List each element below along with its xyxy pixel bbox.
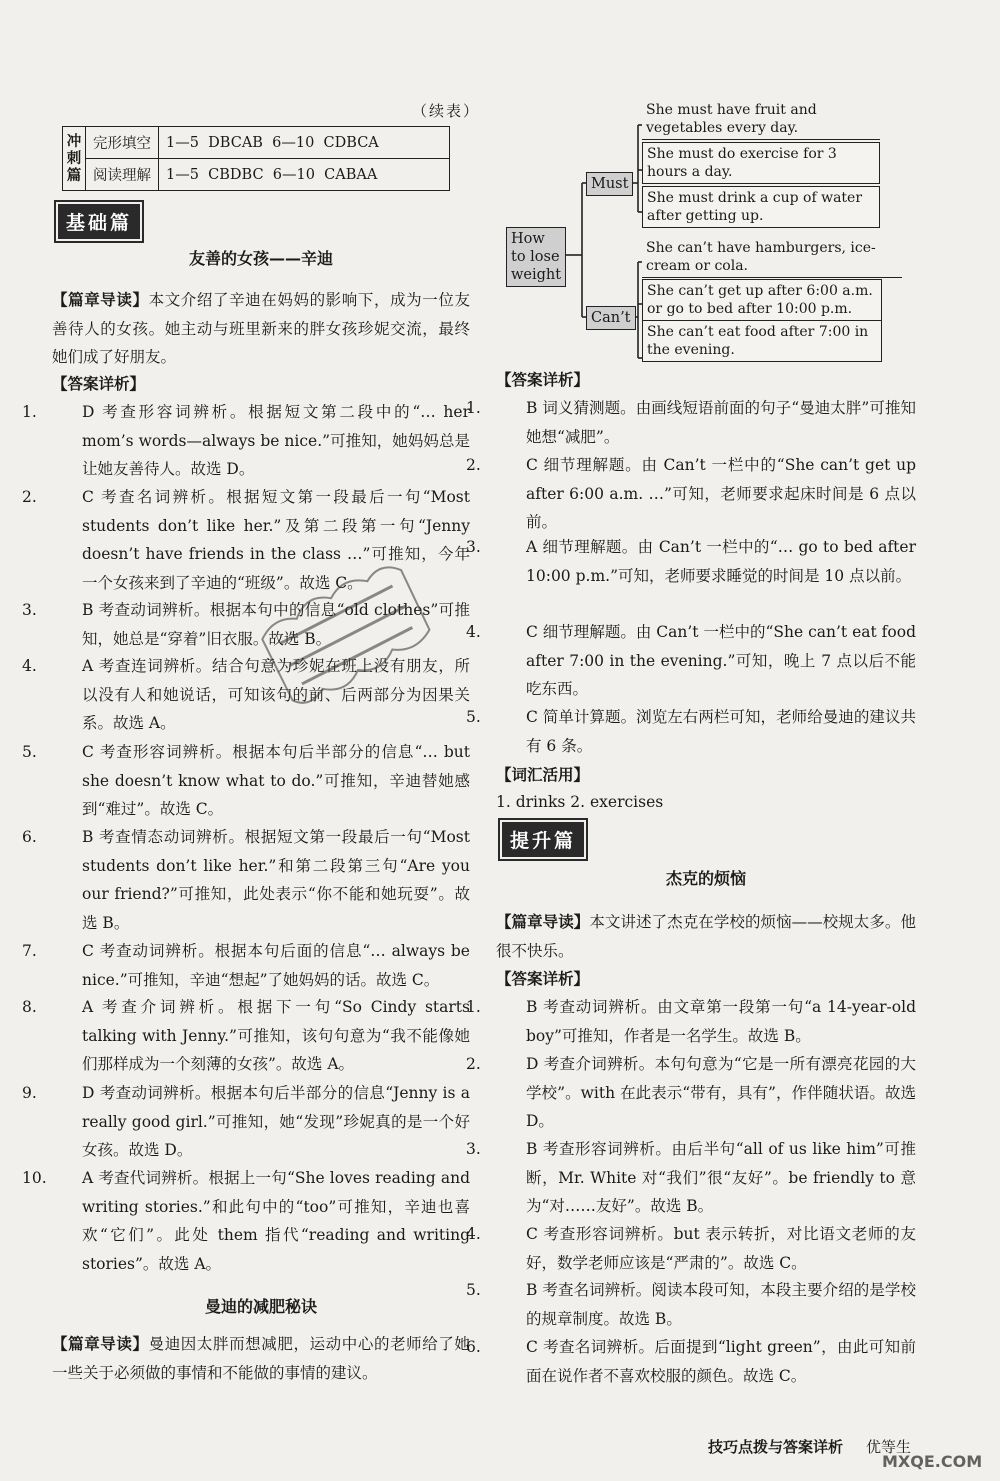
- list-item: 6. C 考查名词辨析。后面提到“light green”，由此可知前面在说作者不喜欢校服的颜色。故选 C。: [466, 1338, 916, 1385]
- mindmap-must: Must: [586, 172, 633, 196]
- section-tag-basic: 基础篇: [58, 204, 140, 239]
- table-row-answers: 1—5 DBCAB 6—10 CDBCA: [159, 127, 450, 159]
- footer-brand: 优等生: [866, 1438, 912, 1456]
- list-item: 3. B 考查动词辨析。根据本句中的信息“old clothes”可推知，她总是“穿着”旧衣服。故选 B。: [22, 601, 470, 648]
- stamp-mark: [250, 560, 440, 710]
- guide-label: 【篇章导读】: [52, 1334, 149, 1353]
- guide-text: 曼迪因太胖而想减肥，运动中心的老师给了她一些关于必须做的事情和不能做的事情的建议。: [52, 1335, 470, 1382]
- list-item: 5. B 考查名词辨析。阅读本段可知，本段主要介绍的是学校的规章制度。故选 B。: [466, 1281, 916, 1328]
- list-item: 3. B 考查形容词辨析。由后半句“all of us like him”可推断，Mr. White 对“我们”很“友好”。be friendly to 意为“对……友好”。故选 B。: [466, 1140, 916, 1215]
- list-item: 5. C 简单计算题。浏览左右两栏可知，老师给曼迪的建议共有 6 条。: [466, 708, 916, 755]
- section-label-cell: 冲刺篇: [63, 127, 86, 191]
- guide-text: 本文讲述了杰克在学校的烦恼——校规太多。他很不快乐。: [496, 913, 916, 960]
- guide-label: 【篇章导读】: [496, 912, 590, 931]
- answers-label: 【答案详析】: [496, 370, 590, 389]
- answers-label: 【答案详析】: [52, 374, 146, 393]
- article-guide: [52, 1330, 470, 1387]
- list-item: 2. D 考查介词辨析。本句句意为“它是一所有漂亮花园的大学校”。with 在此表示“带有，具有”，作伴随状语。故选 D。: [466, 1055, 916, 1130]
- vocab-label: 【词汇活用】: [496, 765, 590, 784]
- mindmap-leaf: She can’t get up after 6:00 a.m. or go to bed after 10:00 p.m.: [642, 279, 882, 321]
- mindmap-leaf: She must drink a cup of water after getting up.: [642, 186, 880, 228]
- mindmap-leaf: She can’t have hamburgers, ice-cream or cola.: [642, 237, 902, 278]
- guide-text: 本文介绍了辛迪在妈妈的影响下，成为一位友善待人的女孩。她主动与班里新来的胖女孩珍妮交流，最终她们成了好朋友。: [52, 291, 470, 366]
- article-title: 曼迪的减肥秘诀: [204, 1297, 317, 1316]
- mindmap-root: How to lose weight: [506, 227, 566, 287]
- continued-label: （续表）: [412, 102, 481, 120]
- table-row-label: 完形填空: [86, 127, 159, 159]
- article-guide: [496, 908, 916, 965]
- list-item: 1. B 考查动词辨析。由文章第一段第一句“a 14-year-old boy”可推知，作者是一名学生。故选 B。: [466, 998, 916, 1045]
- mindmap-leaf: She must do exercise for 3 hours a day.: [642, 142, 880, 184]
- list-item: 8. A 考查介词辨析。根据下一句“So Cindy starts talking with Jenny.”可推知，该句句意为“我不能像她们那样成为一个刻薄的女孩”。故选 A。: [22, 998, 470, 1073]
- list-item: 4. C 考查形容词辨析。but 表示转折，对比语文老师的友好，数学老师应该是“严肃的”。故选 C。: [466, 1225, 916, 1272]
- list-item: 10. A 考查代词辨析。根据上一句“She loves reading and writing stories.”和此句中的“too”可推知，辛迪也喜欢“它们”。此处 them 指代“reading and writing stories”。故选 A。: [22, 1169, 470, 1273]
- mindmap-leaf: She can’t eat food after 7:00 in the evening.: [642, 320, 882, 362]
- list-item: 2. C 细节理解题。由 Can’t 一栏中的“She can’t get up after 6:00 a.m. …”可知，老师要求起床时间是 6 点以前。: [466, 456, 916, 531]
- answers-label: 【答案详析】: [496, 969, 590, 988]
- section-tag-advanced: 提升篇: [502, 822, 584, 857]
- mindmap-cant: Can’t: [586, 306, 636, 330]
- table-row-answers: 1—5 CBDBC 6—10 CABAA: [159, 159, 450, 191]
- list-item: 4. A 考查连词辨析。结合句意为珍妮在班上没有朋友，所以没有人和她说话，可知该句的前、后两部分为因果关系。故选 A。: [22, 657, 470, 732]
- list-item: 1. D 考查形容词辨析。根据短文第二段中的“… her mom’s words—always be nice.”可推知，她妈妈总是让她友善待人。故选 D。: [22, 403, 470, 478]
- list-item: 7. C 考查动词辨析。根据本句后面的信息“… always be nice.”可推知，辛迪“想起”了她妈妈的话。故选 C。: [22, 942, 470, 989]
- list-item: 3. A 细节理解题。由 Can’t 一栏中的“… go to bed after 10:00 p.m.”可知，老师要求睡觉的时间是 10 点以前。: [466, 538, 916, 585]
- article-title: 友善的女孩——辛迪: [188, 249, 333, 268]
- list-item: 4. C 细节理解题。由 Can’t 一栏中的“She can’t eat food after 7:00 in the evening.”可知，晚上 7 点以后不能吃东西。: [466, 623, 916, 698]
- watermark: MXQE.COM: [882, 1452, 983, 1471]
- footer-text: 技巧点拨与答案详析: [708, 1438, 844, 1456]
- list-item: 2. C 考查名词辨析。根据短文第一段最后一句“Most students don’t like her.”及第二段第一句“Jenny doesn’t have friends in the class …”可推知，今年一个女孩来到了辛迪的“班级”。故选 C。: [22, 488, 470, 592]
- list-item: 6. B 考查情态动词辨析。根据短文第一段最后一句“Most students don’t like her.”和第二段第三句“Are you our friend?”可推知，此处表示“你不能和她玩耍”。故选 B。: [22, 828, 470, 932]
- list-item: 9. D 考查动词辨析。根据本句后半部分的信息“Jenny is a really good girl.”可推知，她“发现”珍妮真的是一个好女孩。故选 D。: [22, 1084, 470, 1159]
- table-row-label: 阅读理解: [86, 159, 159, 191]
- list-item: 1. B 词义猜测题。由画线短语前面的句子“曼迪太胖”可推知她想“减肥”。: [466, 399, 916, 446]
- mindmap-leaf: She must have fruit and vegetables every day.: [642, 99, 880, 140]
- guide-label: 【篇章导读】: [52, 290, 149, 309]
- article-title: 杰克的烦恼: [665, 869, 746, 888]
- list-item: 5. C 考查形容词辨析。根据本句后半部分的信息“… but she doesn’t know what to do.”可推知，辛迪替她感到“难过”。故选 C。: [22, 743, 470, 818]
- vocab-text: 1. drinks 2. exercises: [496, 793, 664, 811]
